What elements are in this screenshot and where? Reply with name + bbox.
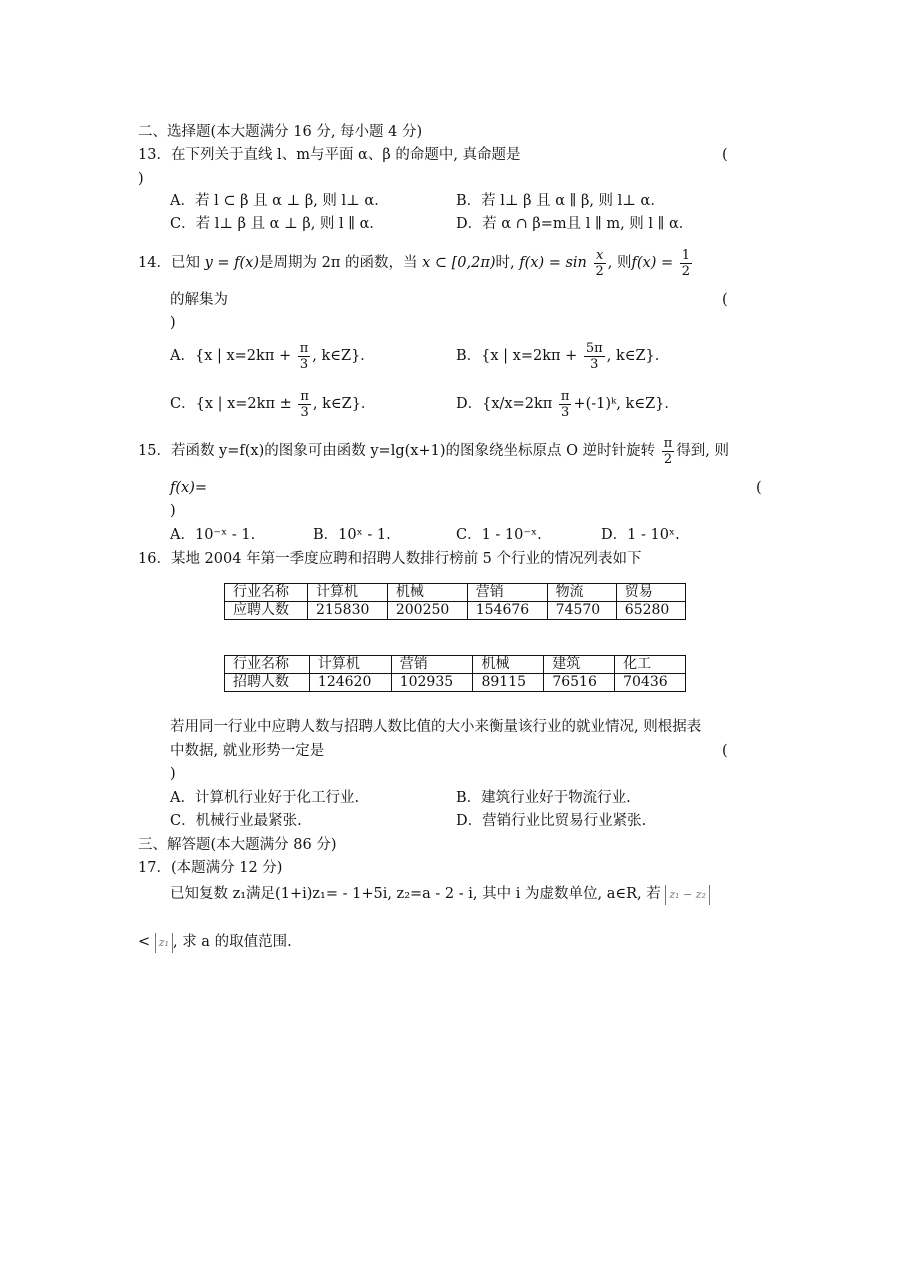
q14-option-a-text: A．{x | x=2kπ + (170, 348, 292, 364)
q15-option-a: A．10⁻ˣ - 1. (170, 527, 256, 543)
q14-stem-g: , 则 (607, 255, 632, 271)
q14-option-d-text: D．{x/x=2kπ (456, 396, 553, 412)
table-cell: 89115 (473, 674, 544, 692)
table-cell: 76516 (544, 674, 615, 692)
table-cell: 124620 (309, 674, 391, 692)
q17-title: 17．(本题满分 12 分) (138, 860, 283, 876)
q15-stem (138, 433, 729, 469)
table-cell: 215830 (307, 602, 387, 620)
table-cell: 74570 (547, 602, 616, 620)
q16-text-line2: 中数据, 就业形势一定是 (170, 743, 325, 759)
q17-line2-lt: < (138, 934, 151, 950)
q14-stem-b: y = f(x) (204, 255, 259, 271)
q14-option-d-tail: +(-1)ᵏ, k∈Z}． (573, 396, 679, 412)
q14-stem-e: 时, (495, 255, 515, 271)
q14-option-b-tail: , k∈Z}． (606, 348, 670, 364)
q14-option-d-denominator: 3 (561, 404, 570, 420)
q14-fraction-1-over-2 (680, 248, 692, 279)
applicants-table-data-row (225, 602, 686, 620)
table-cell: 机械 (387, 584, 467, 602)
q13-option-d: D．若 α ∩ β=m且 l ∥ m, 则 l ∥ α． (456, 216, 694, 232)
q15-option-b: B．10ˣ - 1. (313, 527, 391, 543)
table-cell: 计算机 (309, 656, 391, 674)
table-cell: 102935 (391, 674, 473, 692)
q14-option-a (170, 338, 375, 374)
table-cell: 70436 (615, 674, 686, 692)
q14-option-d-fraction (559, 389, 572, 420)
table-cell: 154676 (467, 602, 547, 620)
table-cell: 招聘人数 (225, 674, 310, 692)
q14-option-a-tail: , k∈Z}． (312, 348, 375, 364)
table-cell: 营销 (467, 584, 547, 602)
q16-option-c: C．机械行业最紧张. (170, 813, 302, 829)
table-cell: 应聘人数 (225, 602, 308, 620)
q13-answer-paren-open: ( (722, 147, 728, 163)
table-cell: 计算机 (307, 584, 387, 602)
q14-frac2-numerator: 1 (681, 247, 691, 263)
q16-stem: 16．某地 2004 年第一季度应聘和招聘人数排行榜前 5 个行业的情况列表如下 (138, 551, 642, 567)
q14-frac2-denominator: 2 (681, 263, 691, 279)
openings-table-data-row (225, 674, 686, 692)
q13-option-b: B．若 l⊥ β 且 α ∥ β, 则 l⊥ α． (456, 193, 665, 209)
applicants-table-header-row (225, 584, 686, 602)
q14-option-a-fraction (298, 341, 311, 372)
q14-option-b-text: B．{x | x=2kπ + (456, 348, 578, 364)
q16-answer-paren-open: ( (722, 743, 728, 759)
q14-answer-paren-open: ( (722, 292, 728, 308)
table-cell: 贸易 (616, 584, 685, 602)
table-cell: 65280 (616, 602, 685, 620)
q14-option-d-numerator: π (560, 388, 570, 404)
q14-stem-line2: 的解集为 (170, 292, 228, 308)
q14-stem-h: f(x) = (631, 255, 674, 271)
table-cell: 建筑 (544, 656, 615, 674)
q14-option-c-text: C．{x | x=2kπ ± (170, 396, 292, 412)
q14-option-c-fraction (298, 389, 311, 420)
q14-stem-d: x ⊂ [0,2π) (422, 255, 496, 271)
q15-fraction-pi-over-2 (662, 436, 675, 467)
table-cell: 化工 (615, 656, 686, 674)
q13-answer-paren-close: ) (138, 171, 144, 187)
q16-option-d: D．营销行业比贸易行业紧张. (456, 813, 647, 829)
q16-text-line1: 若用同一行业中应聘人数与招聘人数比值的大小来衡量该行业的就业情况, 则根据表 (170, 719, 702, 735)
q14-stem-c: 是周期为 2π 的函数，当 (258, 255, 418, 271)
q13-option-a: A．若 l ⊂ β 且 α ⊥ β, 则 l⊥ α． (170, 193, 389, 209)
q14-fraction-x-over-2 (594, 248, 606, 279)
q14-stem (138, 246, 694, 280)
section-3-heading: 三、解答题(本大题满分 86 分) (138, 837, 337, 853)
q14-frac1-numerator: x (594, 248, 606, 264)
q16-option-a: A．计算机行业好于化工行业. (170, 790, 360, 806)
q15-option-c: C．1 - 10⁻ˣ. (456, 527, 542, 543)
table-cell: 200250 (387, 602, 467, 620)
q15-frac-denominator: 2 (663, 451, 673, 467)
q13-stem: 13．在下列关于直线 l、m与平面 α、β 的命题中, 真命题是 (138, 147, 521, 163)
q14-answer-paren-close: ) (170, 315, 176, 331)
q14-option-b (456, 338, 669, 374)
q14-option-b-denominator: 3 (590, 356, 599, 372)
q15-answer-paren-open: ( (756, 480, 762, 496)
q14-stem-a: 14．已知 (138, 255, 200, 271)
q15-answer-paren-close: ) (170, 503, 176, 519)
q17-abs-z1: z₁ (155, 933, 173, 953)
q15-stem-line2: f(x)= (170, 480, 208, 496)
table-cell: 行业名称 (225, 656, 310, 674)
table-cell: 物流 (547, 584, 616, 602)
openings-table (224, 655, 686, 692)
section-2-heading: 二、选择题(本大题满分 16 分, 每小题 4 分) (138, 124, 423, 140)
q14-option-c-tail: , k∈Z}． (312, 396, 376, 412)
q15-stem-b: 得到, 则 (676, 443, 729, 459)
q14-option-c-numerator: π (300, 388, 309, 404)
q17-abs-z1-minus-z2: z₁ − z₂ (665, 885, 710, 905)
q16-answer-paren-close: ) (170, 766, 176, 782)
q17-line1 (170, 884, 710, 905)
openings-table-header-row (225, 656, 686, 674)
q14-option-b-fraction (584, 341, 605, 372)
q14-option-d (456, 386, 679, 422)
q14-stem-f: f(x) = sin (519, 255, 587, 271)
q14-option-b-numerator: 5π (585, 340, 603, 356)
table-cell: 营销 (391, 656, 473, 674)
applicants-table (224, 583, 686, 620)
q16-option-b: B．建筑行业好于物流行业. (456, 790, 631, 806)
table-cell: 机械 (473, 656, 544, 674)
q17-line1-text: 已知复数 z₁满足(1+i)z₁= - 1+5i, z₂=a - 2 - i, 其中 i 为虚数单位, a∈R, 若 (170, 886, 661, 902)
q14-option-c (170, 386, 375, 422)
q17-line2 (138, 932, 292, 953)
q15-stem-a: 15．若函数 y=f(x)的图象可由函数 y=lg(x+1)的图象绕坐标原点 O 逆时针旋转 (138, 443, 656, 459)
q14-option-a-numerator: π (299, 340, 309, 356)
q17-line2-text: , 求 a 的取值范围. (172, 934, 292, 950)
q13-option-c: C．若 l⊥ β 且 α ⊥ β, 则 l ∥ α． (170, 216, 384, 232)
q15-frac-numerator: π (663, 435, 673, 451)
q14-option-c-denominator: 3 (300, 404, 309, 420)
q14-option-a-denominator: 3 (299, 356, 309, 372)
q15-option-d: D．1 - 10ˣ. (601, 527, 680, 543)
q14-frac1-denominator: 2 (595, 263, 604, 279)
table-cell: 行业名称 (225, 584, 308, 602)
